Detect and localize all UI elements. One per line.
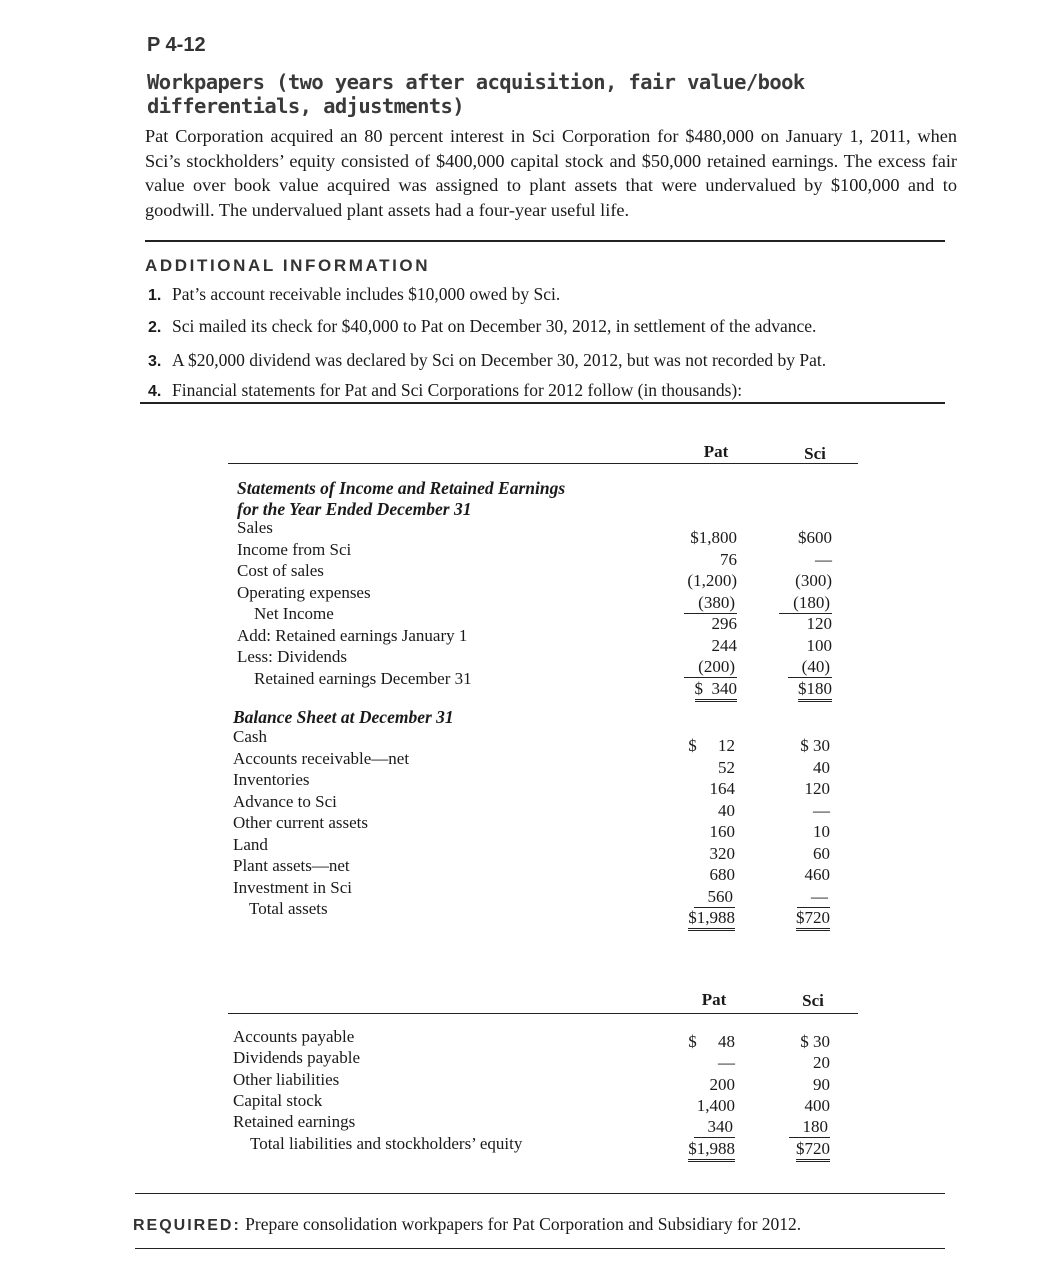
table-header-rule [228, 463, 858, 464]
row-label: Other current assets [233, 813, 369, 832]
row-label: Less: Dividends [237, 647, 348, 666]
row-label: Sales [237, 518, 273, 537]
column-header-pat: Pat [701, 990, 727, 1009]
pat-value: 680 [709, 865, 735, 884]
row-label: Total liabilities and stockholders’ equity [250, 1133, 523, 1153]
row-label: Dividends payable [233, 1048, 360, 1068]
pat-value: $1,988 [688, 908, 735, 931]
problem-title: Workpapers (two years after acquisition, fair value/book differentials, adjustments) [147, 70, 805, 118]
sci-value: 120 [806, 614, 832, 633]
row-label: Income from Sci [237, 539, 352, 559]
sci-value: — [815, 549, 832, 569]
divider [135, 1248, 945, 1249]
sci-value: 90 [813, 1074, 830, 1094]
additional-info-item [148, 350, 826, 371]
row-label: Cash [233, 727, 267, 746]
pat-value: (1,200) [687, 571, 737, 590]
row-label: Retained earnings [233, 1112, 356, 1132]
pat-value: 164 [709, 779, 735, 798]
heading-line: Statements of Income and Retained Earnings [237, 478, 566, 498]
additional-info-heading: ADDITIONAL INFORMATION [145, 256, 431, 275]
sci-value: 10 [813, 822, 830, 841]
row-label: Investment in Sci [233, 877, 352, 897]
problem-description: Pat Corporation acquired an 80 percent interest in Sci Corporation for $480,000 on January 1, 2011, when Sci’s stockholders’ equity consisted of $400,000 capital stock and $50,000 retained earnings. The excess fair value over book value acquired was assigned to plant assets that were undervalued by $100,000 and to goodwill. The undervalued plant assets had a four-year useful life. [145, 126, 957, 220]
item-text: Financial statements for Pat and Sci Corporations for 2012 follow (in thousands): [172, 380, 743, 400]
sci-value: 460 [804, 865, 830, 884]
sci-value: 180 [789, 1117, 831, 1138]
sci-value: $ 30 [800, 1032, 830, 1051]
item-text: Sci mailed its check for $40,000 to Pat on December 30, 2012, in settlement of the advance. [172, 316, 817, 336]
pat-value: 52 [718, 757, 735, 777]
additional-info-item [148, 380, 742, 401]
sci-value: — [813, 800, 830, 820]
pat-value: 320 [709, 843, 735, 863]
row-label: Other liabilities [233, 1069, 340, 1089]
row-label: Land [233, 834, 268, 854]
row-label: Total assets [249, 899, 328, 918]
heading-line: for the Year Ended December 31 [237, 499, 472, 519]
sci-value: $ 30 [800, 736, 830, 755]
required-statement [133, 1214, 801, 1235]
pat-value: 1,400 [696, 1095, 735, 1115]
pat-value: $1,800 [690, 528, 737, 547]
divider [145, 240, 945, 242]
sci-value: 40 [813, 757, 830, 777]
row-label: Capital stock [233, 1090, 323, 1110]
row-label: Cost of sales [237, 561, 324, 580]
pat-value: 160 [709, 822, 735, 841]
item-text: Pat’s account receivable includes $10,000 owed by Sci. [172, 284, 561, 304]
sci-value: 400 [804, 1095, 830, 1115]
row-label: Accounts receivable—net [233, 748, 410, 768]
sci-value: 100 [806, 635, 832, 655]
pat-value: 296 [711, 614, 737, 633]
item-number: 3. [148, 353, 162, 370]
sci-value: $600 [798, 528, 832, 547]
pat-value: $ 340 [695, 679, 738, 702]
pat-value: — [718, 1053, 735, 1073]
pat-value: $ 48 [688, 1032, 735, 1051]
sci-value: (300) [795, 571, 832, 590]
pat-value: $1,988 [688, 1139, 735, 1162]
pat-value: 560 [694, 887, 736, 908]
row-label: Plant assets—net [233, 856, 350, 875]
pat-value: 40 [718, 800, 735, 820]
required-label: REQUIRED: [133, 1217, 241, 1234]
sci-value: 20 [813, 1053, 830, 1073]
sci-value: (180) [779, 593, 832, 614]
row-label: Operating expenses [237, 582, 371, 602]
sci-value: 60 [813, 843, 830, 863]
divider [140, 402, 945, 404]
required-text: Prepare consolidation workpapers for Pat Corporation and Subsidiary for 2012. [245, 1214, 802, 1234]
row-label: Add: Retained earnings January 1 [237, 625, 468, 645]
row-label: Accounts payable [233, 1027, 355, 1046]
row-label: Inventories [233, 770, 310, 789]
pat-value: 76 [720, 549, 737, 569]
row-label: Advance to Sci [233, 791, 337, 811]
item-number: 4. [148, 383, 162, 400]
problem-number: P 4-12 [147, 34, 206, 56]
row-label: Net Income [254, 604, 334, 623]
sci-value: $720 [796, 908, 830, 931]
item-text: A $20,000 dividend was declared by Sci on December 30, 2012, but was not recorded by Pat. [172, 350, 827, 370]
pat-value: 244 [711, 635, 737, 655]
item-number: 1. [148, 287, 162, 304]
sci-value: — [797, 887, 830, 908]
item-number: 2. [148, 319, 162, 336]
sci-value: $720 [796, 1139, 830, 1162]
sci-value: $180 [798, 679, 832, 702]
pat-value: (200) [684, 657, 737, 678]
column-header-sci: Sci [802, 991, 824, 1010]
pat-value: 340 [694, 1117, 736, 1138]
divider [135, 1193, 945, 1194]
table-header-rule [228, 1013, 858, 1014]
pat-value: 200 [709, 1074, 735, 1094]
column-header-pat: Pat [703, 442, 729, 461]
income-statement-heading [237, 478, 565, 520]
row-label: Retained earnings December 31 [254, 668, 472, 688]
additional-info-item [148, 316, 816, 337]
pat-value: $ 12 [688, 736, 735, 755]
balance-sheet-heading: Balance Sheet at December 31 [233, 707, 454, 727]
sci-value: 120 [804, 779, 830, 798]
column-header-sci: Sci [804, 444, 826, 463]
additional-info-item [148, 284, 560, 305]
sci-value: (40) [788, 657, 832, 678]
pat-value: (380) [684, 593, 737, 614]
